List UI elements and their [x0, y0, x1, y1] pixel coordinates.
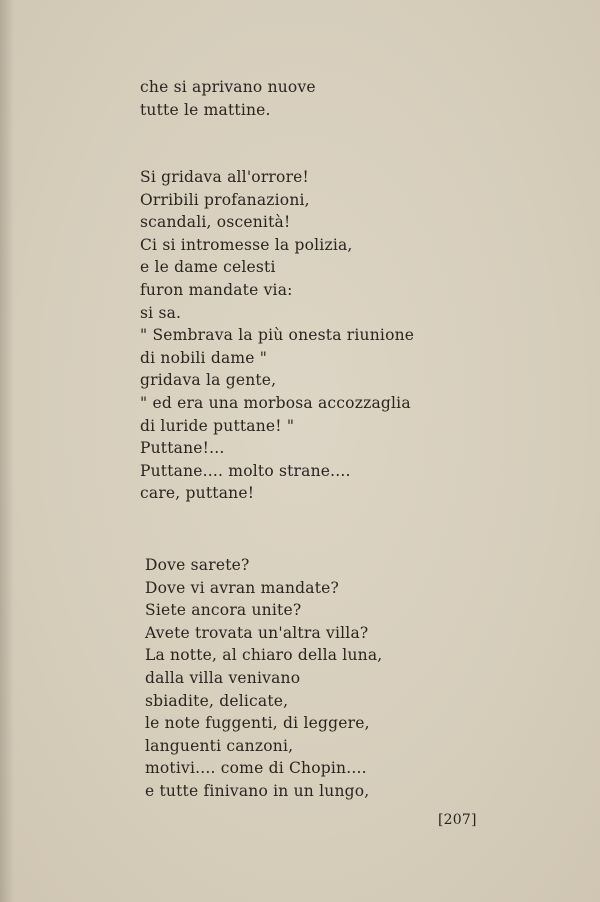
- verse-line: di luride puttane! ": [140, 416, 295, 435]
- verse-line: scandali, oscenità!: [140, 213, 291, 232]
- verse-line: La notte, al chiaro della luna,: [145, 646, 383, 665]
- page-gutter-shadow: [0, 0, 14, 902]
- verse-line: e tutte finivano in un lungo,: [145, 781, 370, 800]
- stanza: [140, 166, 414, 505]
- verse-line: tutte le mattine.: [140, 100, 271, 119]
- verse-line: e le dame celesti: [140, 258, 276, 277]
- verse-line: sbiadite, delicate,: [145, 691, 289, 710]
- stanza: [145, 554, 382, 803]
- verse-line: le note fuggenti, di leggere,: [145, 714, 370, 733]
- verse-line: Dove vi avran mandate?: [145, 578, 340, 597]
- verse-line: che si aprivano nuove: [140, 78, 316, 96]
- verse-line: Puttane.... molto strane....: [140, 461, 351, 480]
- verse-line: Siete ancora unite?: [145, 601, 302, 620]
- verse-line: furon mandate via:: [140, 280, 293, 299]
- verse-line: Ci si intromesse la polizia,: [140, 235, 353, 254]
- verse-line: Si gridava all'orrore!: [140, 168, 309, 186]
- verse-line: di nobili dame ": [140, 348, 268, 367]
- verse-line: languenti canzoni,: [145, 736, 294, 755]
- verse-line: care, puttane!: [140, 484, 255, 503]
- verse-line: Orribili profanazioni,: [140, 190, 310, 209]
- verse-line: Dove sarete?: [145, 556, 250, 574]
- verse-line: dalla villa venivano: [145, 668, 301, 687]
- page-number: [207]: [438, 812, 477, 828]
- verse-line: Puttane!...: [140, 439, 225, 458]
- verse-line: motivi.... come di Chopin....: [145, 759, 367, 778]
- verse-line: si sa.: [140, 303, 182, 322]
- stanza: [140, 76, 316, 121]
- verse-line: " ed era una morbosa accozzaglia: [140, 393, 411, 412]
- verse-line: " Sembrava la più onesta riunione: [140, 326, 415, 345]
- verse-line: Avete trovata un'altra villa?: [145, 623, 369, 642]
- verse-line: gridava la gente,: [140, 371, 277, 390]
